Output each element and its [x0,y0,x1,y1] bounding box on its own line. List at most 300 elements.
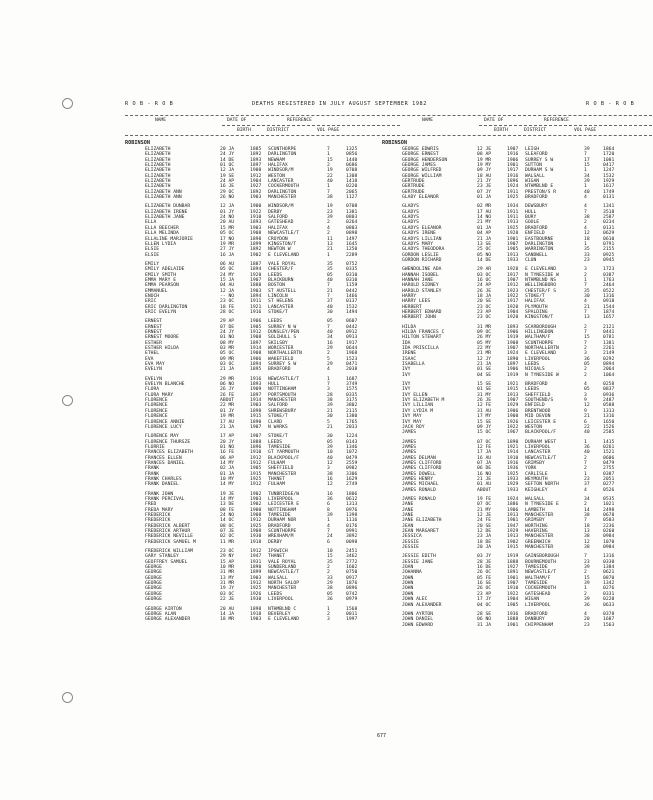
volume: 4 [584,382,587,388]
page: 0870 [603,575,615,581]
page: 2121 [603,324,615,330]
death-date: ABOUT [477,487,492,493]
page: 0387 [603,272,615,278]
death-date: 11 MR [220,539,235,545]
volume: 39 [584,581,590,587]
death-date: 21 MY [477,220,492,226]
page: 0234 [603,220,615,226]
page: 1341 [603,204,615,210]
death-date: 12 JA [220,168,235,174]
volume: 15 [584,575,590,581]
birth-year: 1920 [250,272,262,278]
forename: JESSIE JANE [402,559,434,565]
death-date: 18 MR [220,617,235,623]
forename: GEORGE [145,565,162,571]
forename: HERBERT EDWARD [402,309,442,315]
death-date: 25 OC [477,247,492,253]
volume: 12 [584,539,590,545]
forename: IVY LILLIAN [402,403,434,409]
death-date: 04 OC [477,602,492,608]
forename: ELIZABETH [145,184,171,190]
page: 0261 [603,444,615,450]
forename: IVY [402,387,411,393]
volume: 15 [327,554,333,560]
page: 2451 [346,549,358,555]
birth-year: 1907 [250,434,262,440]
page: 0803 [346,225,358,231]
page: 0984 [603,534,615,540]
forename: FRED [145,502,157,508]
forename: ELIZABETH [145,173,171,179]
birth-year: 1919 [507,372,519,378]
page: 2749 [346,482,358,488]
page: 2755 [603,466,615,472]
forename: ISAAC [402,356,417,362]
death-date: 20 JA [220,147,235,152]
birth-year: 1913 [507,392,519,398]
district: TUNBRIDGE/W [268,491,300,497]
birth-year: 1897 [250,340,262,346]
birth-year: 1914 [250,346,262,352]
entry-row [382,430,652,435]
page: 2559 [346,460,358,466]
page: 2065 [346,189,358,195]
death-date: 01 NO [220,444,235,450]
page: 1116 [346,518,358,524]
district: TAMESIDE [268,513,291,518]
birth-year: 1903 [250,288,262,294]
page: 1316 [603,554,615,560]
birth-year: 1905 [507,247,519,253]
forename: JAMES [402,444,417,450]
district: SCARBOROUGH [525,324,557,330]
volume: 30 [327,414,333,420]
death-date: 15 JA [220,277,235,283]
volume: 39 [584,179,590,185]
district: HULL [268,382,280,388]
page: 0791 [603,241,615,247]
volume: 1 [584,439,587,445]
birth-year: 1930 [250,534,262,540]
volume: 30 [584,293,590,299]
entry-row [125,253,400,258]
volume: 4 [327,523,330,529]
district: N TYNESIDE W [525,272,559,278]
forename: GEORGE ALAN [145,611,177,617]
district: VALE ROYAL [268,261,297,267]
page: 2289 [346,252,358,258]
page: 0258 [603,382,615,388]
death-date: 22 MY [477,346,492,352]
birth-year: 1905 [250,324,262,330]
page: 0979 [346,597,358,603]
page: 0137 [346,299,358,305]
forename: GEORGE HENDERSON [402,157,448,163]
district: LEEDS [525,387,540,393]
death-date: 03 JY [477,554,492,560]
birth-year: 1893 [250,157,262,163]
birth-year: 1910 [507,455,519,461]
birth-year: 1927 [250,184,262,190]
district: LIVERPOOL [525,356,551,362]
death-date: 15 AP [220,559,235,565]
district: MANCHESTER [268,471,297,477]
birth-year: 1917 [507,272,519,278]
district: NEWHAM [268,157,285,163]
birth-year: 1922 [250,209,262,215]
entry-row [125,540,400,545]
district: LANCASTER [525,450,551,456]
page: 1466 [346,293,358,299]
punch-hole-icon [62,692,73,703]
page: 0220 [603,597,615,603]
volume: 13 [584,315,590,321]
birth-year: 1928 [507,231,519,237]
birth-year: 1904 [507,597,519,603]
death-date: 24 NO [220,513,235,518]
volume: 1 [327,152,330,158]
entry-row [125,425,400,430]
page: 2064 [603,367,615,373]
birth-year: 1923 [507,288,519,294]
forename: HARRY [402,293,417,299]
page: 2033 [346,424,358,430]
volume: 4 [584,204,587,210]
volume: 21 [327,247,333,253]
district: WORCESTER [268,346,294,352]
volume: 11 [327,236,333,242]
death-date: 01 SE [477,367,492,373]
forename: FLORRIE [145,444,165,450]
birth-year: 1888 [250,283,262,289]
page: 2261 [603,346,615,352]
death-date: 23 OC [220,299,235,305]
forename: EVELYN [145,376,162,382]
forename: GEORGE [145,591,162,597]
page: 0471 [346,362,358,368]
district: LIVERPOOL [268,496,294,502]
page: 0479 [603,460,615,466]
birth-year: 1901 [507,236,519,242]
death-date: 26 MY [477,335,492,341]
death-date: 20 AU [220,220,235,226]
death-date: 01 JA [477,195,492,201]
page: 1494 [346,309,358,315]
volume: 39 [584,147,590,152]
forename: JOHN DANIEL [402,617,434,623]
birth-year: 1905 [507,602,519,608]
birth-year: 1890 [250,565,262,571]
birth-year: 1913 [507,534,519,540]
entry-row [382,373,652,378]
district: ENFIELD [525,231,545,237]
volume: 9 [584,398,587,404]
birth-year: 1903 [250,617,262,623]
birth-year: 1906 [507,507,519,513]
birth-year: 1934 [507,204,519,210]
volume: 17 [584,157,590,163]
birth-year: 1921 [250,304,262,310]
district: CARLISLE [525,471,548,477]
page: 0837 [603,387,615,393]
district: N TYNESIDE E [525,502,559,508]
death-date: 24 JY [220,330,235,335]
death-date: 08 FE [220,507,235,513]
birth-year: 1903 [250,195,262,201]
death-date: 14 MY [220,482,235,488]
forename: JESSICA [402,534,422,540]
header-right-code: R O B - R O B [586,101,635,107]
page: 1723 [603,267,615,273]
volume: 2 [327,231,330,237]
death-date: 16 DE [477,565,492,571]
death-date: 19 JE [220,491,235,497]
district: LEIGH [525,147,540,152]
forename: HERBERT [402,304,422,310]
forename: EVA [145,356,154,362]
district: COCKERMOUTH [268,184,300,190]
forename: GORDON LESLIE [402,252,439,258]
district: BRENTWOOD [525,408,551,414]
birth-year: 1925 [507,471,519,477]
forename: JAMES [402,450,417,456]
district: SCUNTHORPE [268,529,297,535]
district: SALFORD [268,215,288,221]
forename: GEORGE JAMES [402,163,436,169]
forename: JESSIE [402,545,419,551]
volume: 13 [327,241,333,247]
volume: 1 [327,518,330,524]
district: DEWSBURY [525,204,548,210]
death-date: 23 JE [477,184,492,190]
death-date: 12 JE [477,513,492,518]
forename: JACK ROY [402,424,425,430]
birth-year: 1967 [507,430,519,436]
death-date: 21 JE [477,476,492,482]
death-date: 23 OC [477,304,492,310]
death-date: 21 JA [220,424,235,430]
forename: JAMES HENRY [402,476,434,482]
death-date: 07 DE [220,324,235,330]
page: 0522 [603,288,615,294]
left-column [125,115,400,623]
district: HALIFAX [268,225,288,231]
birth-year: 1912 [250,482,262,488]
volume: 40 [327,455,333,461]
district: SUTTON [525,163,542,169]
birth-year: 1900 [250,507,262,513]
death-date: 01 JA [477,225,492,231]
volume: 4 [327,225,330,231]
volume: 36 [584,356,590,362]
district: LEICESTER E [268,502,300,508]
page: 1864 [603,147,615,152]
forename: GWENDOLINE ADA [402,267,442,273]
district: NTHMBLND NS [525,277,557,283]
district: SURREY S W [525,157,554,163]
forename: ELSIE [145,252,160,258]
page: 1629 [346,476,358,482]
death-date: 14 JA [220,611,235,617]
forename: FREDERICK [145,518,171,524]
district: GRIMSBY [525,460,545,466]
death-date: 12 JY [477,356,492,362]
label-district: DISTRICT [267,128,290,133]
death-date: 21 JY [477,179,492,185]
death-date: 07 JE [220,529,235,535]
volume: 1 [327,606,330,612]
birth-year: 1893 [250,220,262,226]
volume: 36 [327,496,333,502]
district: NOTTINGHAM [268,507,297,513]
volume: 05 [584,362,590,368]
label-date-of: DATE OF [227,118,247,123]
volume: 34 [584,496,590,502]
district: NEWCASTLE/T [268,376,300,382]
volume: 21 [327,288,333,294]
death-date: 06 NO [477,617,492,623]
forename: JAMES CLIFFORD [402,466,442,472]
entry-row [382,315,652,320]
volume: 05 [327,319,333,325]
birth-year: 1908 [250,513,262,518]
forename: GLADYS ELEANOR [402,225,442,231]
birth-year: 1888 [250,439,262,445]
volume: 18 [584,523,590,529]
page: 0176 [346,523,358,529]
page: 1127 [346,195,358,201]
death-date: 10 MY [220,476,235,482]
death-date: 21 JA [220,367,235,373]
page: 1575 [346,387,358,393]
page: 1325 [346,147,358,152]
page: 1806 [346,491,358,497]
birth-year: 1913 [507,220,519,226]
forename: JEAN [402,523,414,529]
forename: GORDON RICHARD [402,257,442,263]
page: 0612 [346,496,358,502]
page: 0633 [603,602,615,608]
forename: FREDERICK SAMUEL M [145,539,196,545]
volume: 7 [584,152,587,158]
district: BRADFORD [525,195,548,201]
district: BRADFORD [268,523,291,529]
forename: FRANK [145,471,160,477]
volume: 21 [584,304,590,310]
birth-year: 1888 [507,617,519,623]
death-date: 31 MR [220,581,235,587]
death-date: 29 AP [220,319,235,325]
birth-year: 1890 [507,356,519,362]
birth-year: 1908 [250,231,262,237]
page: 2464 [603,283,615,289]
page: 1316 [603,414,615,420]
district: SHEFFIELD [525,392,551,398]
district: SCUNTHORPE [525,340,554,346]
forename: ENOCH [145,293,160,299]
death-date: 15 MR [220,225,235,231]
volume: 1 [327,252,330,258]
district: ST HELENS [268,299,294,305]
volume: 7 [327,293,330,299]
birth-year: 1906 [507,408,519,414]
page: 0894 [603,362,615,368]
page: 1021 [603,502,615,508]
forename: GEORGE ALEXANDER [145,617,191,623]
page: 0330 [603,559,615,565]
birth-year: 1894 [250,362,262,368]
volume: 16 [327,476,333,482]
birth-year: 1898 [250,606,262,612]
district: NTHMBLND C [268,606,297,612]
page: 1418 [346,179,358,185]
birth-year: 1901 [507,518,519,524]
birth-year: 1933 [507,476,519,482]
district: E CLEVELAND [268,617,300,623]
volume: 38 [327,195,333,201]
volume: 7 [584,283,587,289]
forename: FRANCES DANIEL [145,460,185,466]
volume: 35 [327,261,333,267]
district: WESTON [525,424,542,430]
label-birth: BIRTH [494,128,508,133]
district: FULHAM [268,460,285,466]
page: 0606 [603,455,615,461]
volume: 39 [327,403,333,409]
district: GATESHEAD [268,220,294,226]
page: 0621 [603,570,615,576]
birth-year: 1912 [250,173,262,179]
death-date: 03 OC [220,591,235,597]
district: NEWCASTLE/T [525,570,557,576]
forename: EMMA PEARSON [145,283,179,289]
header-left-code: R O B - R O B [125,101,174,107]
district: TAMESIDE [525,565,548,571]
district: N TYNESIDE W [525,372,559,378]
page: 0803 [346,215,358,221]
district: WALSALL [268,575,288,581]
volume: 28 [327,392,333,398]
volume: 35 [327,559,333,565]
page: 3892 [346,534,358,540]
district: E CLEVELAND [268,252,300,258]
volume: 34 [584,173,590,179]
page: 1521 [603,450,615,456]
forename: FRANCES ELIZABETH [145,450,193,456]
birth-year: 1908 [250,529,262,535]
page: 1532 [603,173,615,179]
volume: 05 [327,272,333,278]
forename: IVY [402,382,411,388]
district: NICOALS [525,367,545,373]
forename: JAMES CLIFFORD [402,460,442,466]
birth-year: 1936 [507,466,519,472]
district: LANCASTER [268,179,294,185]
forename: JEAN MARGARET [402,529,439,535]
forename: ELIZABETH [145,168,171,174]
district: WINDSOR/M [268,168,294,174]
district: CLUN [525,257,537,263]
page: 1308 [346,173,358,179]
death-date: 31 MY [477,392,492,398]
forename: FLORENCE LUCY [145,424,182,430]
page: 0936 [603,392,615,398]
death-date: 26 JE [477,288,492,294]
birth-year: 1912 [250,460,262,466]
page: 0678 [603,513,615,518]
district: DURHAM WEST [525,439,557,445]
district: CHIPPENHAM [525,622,554,628]
